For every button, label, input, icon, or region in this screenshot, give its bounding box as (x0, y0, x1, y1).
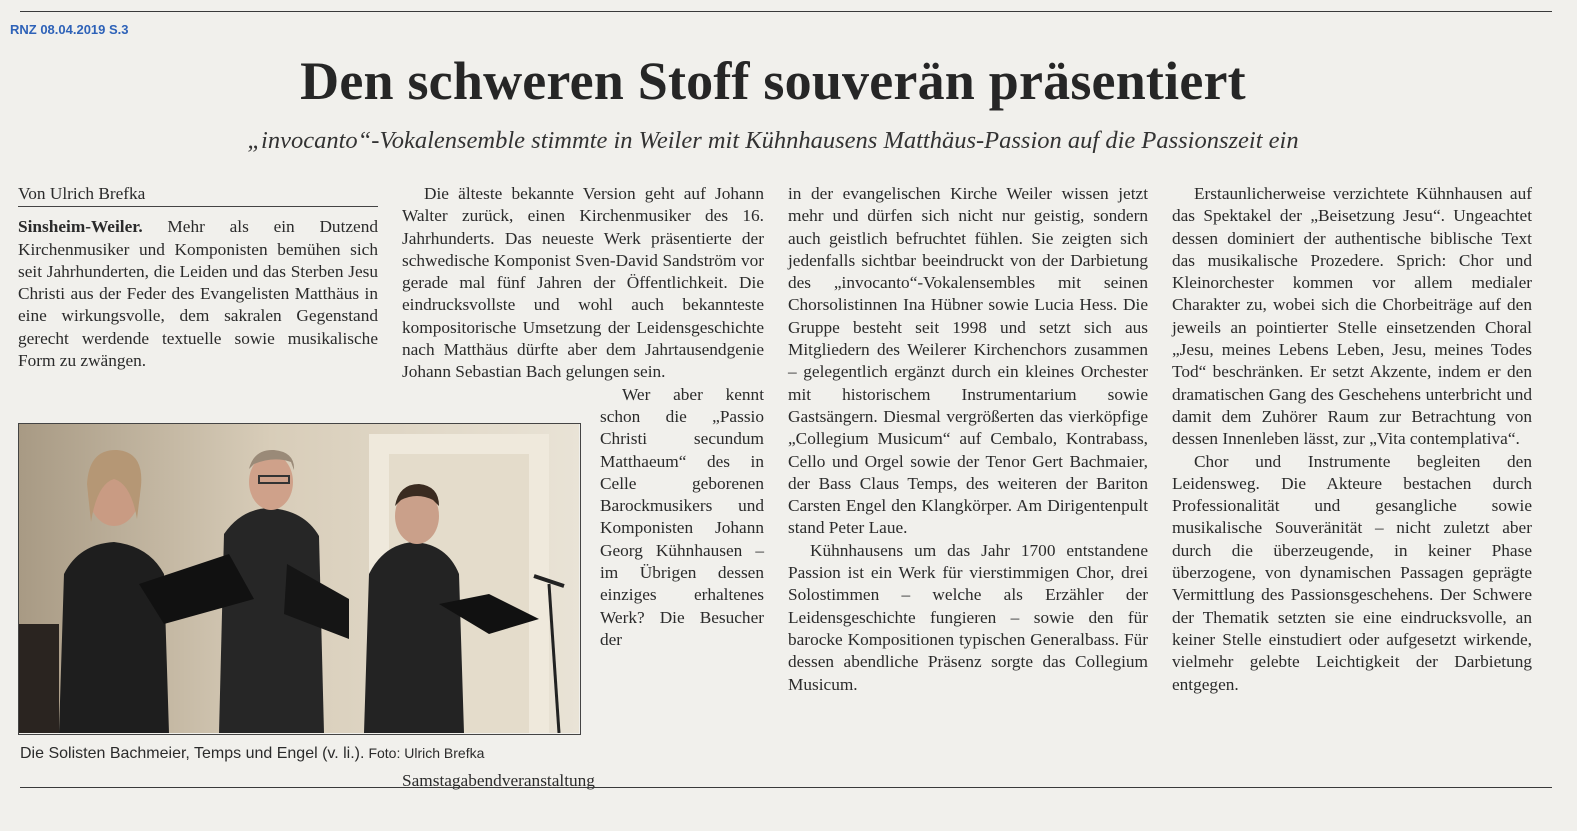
bottom-rule (20, 787, 1552, 788)
paragraph: Wer aber kennt schon die „Passio Christi secundum Matthaeum“ des in Celle geborenen Barockmusikers und Komponisten Johann Georg Kühnhausen – im Übrigen dessen einziges erhaltenes Werk? Die Besucher der Samstagabendveranstaltung (402, 384, 764, 790)
subheadline: „invocanto“-Vokalensemble stimmte in Weiler mit Kühnhausens Matthäus-Passion auf die Passionszeit ein (247, 127, 1299, 154)
dateline: Sinsheim-Weiler. (18, 217, 143, 237)
paragraph: Die älteste bekannte Version geht auf Johann Walter zurück, einen Kirchenmusiker des 16. Jahrhunderts. Das neueste Werk präsentierte der schwedische Komponist Sven-David Sandström vor gerade mal fünf Jahren der Öffentlichkeit. Die eindrucksvollste und wohl auch bekannteste kompositorische Umsetzung der Leidensgeschichte nach Matthäus dürfte aber dem Jahrtausendgenie Johann Sebastian Bach gelungen sein. (402, 184, 764, 382)
article-column-1 (18, 183, 378, 372)
headline: Den schweren Stoff souverän präsentiert (300, 51, 1246, 111)
caption-text: Die Solisten Bachmeier, Temps und Engel (v. li.). (20, 745, 365, 762)
article-column-4 (1172, 183, 1532, 696)
paragraph: in der evangelischen Kirche Weiler wissen jetzt mehr und dürfen sich nicht nur geistig, sondern auch geistlich befruchtet fühlen. Sie zeigten sich jedenfalls sichtbar beeindruckt von der Darbietung des „invocanto“-Vokalensembles mit seinen Chorsolistinnen Ina Hübner sowie Lucia Hess. Die Gruppe besteht seit 1998 und setzt sich aus Mitgliedern des Weilerer Kirchenchors zusammen – gelegentlich ergänzt durch ein kleines Orchester mit historischem Instrumentarium sowie Gastsängern. Diesmal vergrößerten das vierköpfige „Collegium Musicum“ auf Cembalo, Kontrabass, Cello und Orgel sowie der Tenor Gert Bachmaier, der Bass Claus Temps, des weiteren der Bariton Carsten Engel den Klangkörper. Am Dirigentenpult stand Peter Laue. (788, 184, 1148, 538)
article-photo (18, 423, 581, 735)
source-tag: RNZ 08.04.2019 S.3 (10, 22, 129, 37)
article-column-3 (788, 183, 1148, 696)
paragraph: Kühnhausens um das Jahr 1700 entstandene Passion ist ein Werk für vierstimmigen Chor, drei Solostimmen – welche als Erzähler der Leidensgeschichte fungieren – sowie den für barocke Kompositionen typischen Generalbass. Für dessen abendliche Präsenz sorgte das Collegium Musicum. (788, 540, 1148, 694)
photo-credit: Foto: Ulrich Brefka (368, 745, 485, 761)
lead-text: Mehr als ein Dutzend Kirchenmusiker und Komponisten bemühen sich seit Jahrhunderten, die Leiden und das Sterben Jesu Christi aus der Feder des Evangelisten Matthäus in eine wirkungsvolle, dem sakralen Gegenstand gerecht werdende textuelle sowie musikalische Form zu zwängen. (18, 217, 378, 371)
lead-paragraph (18, 216, 378, 372)
soloists-photo-illustration (19, 424, 579, 733)
paragraph: Chor und Instrumente begleiten den Leidensweg. Die Akteure bestachen durch Professionalität und gesangliche sowie musikalische Souveränität – nicht zuletzt aber durch die überzeugende, in keiner Phase überzogene, von dynamischen Passagen geprägte Vermittlung des Passionsgeschehens. Der Schwere der Thematik setzten sie eine eindrucksvolle, an keiner Stelle einstudiert oder aufgesetzt wirkende, vielmehr gelebte Leichtigkeit der Darbietung entgegen. (1172, 451, 1532, 694)
paragraph: Erstaunlicherweise verzichtete Kühnhausen auf das Spektakel der „Beisetzung Jesu“. Ungeachtet dessen dominiert der authentische biblische Text das musikalische Prozedere. Sprich: Chor und Kleinorchester kommen vor allem medialer Charakter zu, wobei sich die Chorbeiträge auf den jeweils an pointierter Stelle einsetzenden Choral „Jesu, meines Lebens Leben, Jesu, meines Todes Tod“ beschränken. Er setzt Akzente, indem er den dramatischen Gang des Geschehens unterbricht und damit dem Zuhörer Raum zur Betrachtung von dessen Innenleben lässt, zur „Vita contemplativa“. (1172, 184, 1532, 449)
top-rule (20, 11, 1552, 12)
byline: Von Ulrich Brefka (18, 183, 378, 207)
photo-caption (20, 745, 484, 763)
